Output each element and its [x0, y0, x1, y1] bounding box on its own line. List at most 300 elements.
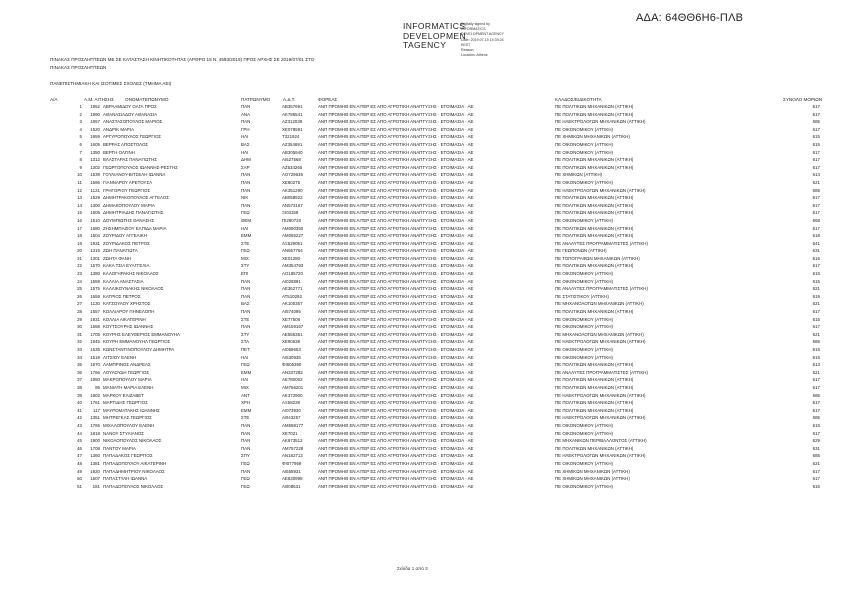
cell-points: 615: [812, 316, 820, 322]
cell-father: ΣΤΥ: [241, 331, 250, 337]
cell-name: ΛΑΜΠΡΙΝΟΣ ΑΝΔΡΕΑΣ: [103, 362, 151, 368]
cell-adt: ΑΤ510292: [282, 293, 302, 299]
cell-am: 1766: [90, 369, 100, 375]
cell-father: ΠΑΝ: [241, 445, 251, 451]
cell-am: 1381: [90, 460, 100, 466]
cell-points: 617: [812, 210, 820, 216]
cell-name: ΚΑΛΟΓΗΡΑΚΗΣ ΝΙΚΟΛΑΟΣ: [103, 271, 159, 277]
cell-adt: ΑΒ305940: [282, 149, 303, 155]
cell-foreas: ΑΝΠ ΠΡΟΜΗΘ ΕΝ ΑΙΤΕΡ ΕΣ ΑΠΟ ΑΓΡΟΤΙΚΗ ΑΝΑΠΤΥΞΗΣ · ΕΤΟΙΜΑΣΙΑ · ΑΕ: [318, 248, 474, 254]
cell-points: 621: [812, 179, 820, 185]
cell-father: ΓΕΩ: [241, 210, 250, 216]
cell-name: ΓΟΥΛΙΑΝΟΥ-ΒΙΤΣΕΛΗ ΙΩΑΝΝΑ: [103, 172, 166, 178]
cell-name: ΜΙΧΑΛΟΠΟΥΛΟΥ ΕΛΕΝΗ: [103, 422, 155, 428]
cell-foreas: ΑΝΠ ΠΡΟΜΗΘ ΕΝ ΑΙΤΕΡ ΕΣ ΑΠΟ ΑΓΡΟΤΙΚΗ ΑΝΑΠΤΥΞΗΣ · ΕΤΟΙΜΑΣΙΑ · ΑΕ: [318, 233, 474, 239]
cell-points: 621: [812, 460, 820, 466]
signature-details: [461, 22, 504, 58]
column-header-name: ΟΝΟΜΑΤΕΠΩΝΥΜΟ: [125, 97, 169, 102]
cell-name: ΔΟΥΜΠΙΩΤΗΣ ΘΑΝΑΣΗΣ: [103, 217, 155, 223]
cell-points: 617: [812, 407, 820, 413]
cell-am: 1121: [90, 187, 100, 193]
cell-specialty: ΠΕ ΜΗΧΑΝΟΛΟΓΩΝ ΜΗΧΑΝΙΚΩΝ (ΑΤΤΙΚΗ): [555, 301, 644, 307]
signature-detail-line: Digitally signed by: [461, 22, 490, 26]
cell-name: ΑΒΡΑΑΜΙΔΟΥ ΟΛΓΑ ΠΡΟΣ: [103, 104, 157, 109]
cell-father: ΠΑΝ: [241, 422, 251, 428]
cell-name: ΖΟΥΡΙΔΟΥ ΑΓΓΕΛΙΚΗ: [103, 233, 147, 239]
cell-aa: 36: [77, 369, 82, 375]
cell-specialty: ΠΕ ΟΙΚΟΝΟΜΙΚΟΥ (ΑΤΤΙΚΗ): [555, 430, 613, 436]
cell-father: ΣΠΥ: [241, 453, 250, 459]
cell-father: ΜΙΧ: [241, 384, 249, 390]
signature-name-line: TAGENCY: [403, 40, 447, 50]
cell-points: 617: [812, 468, 820, 474]
cell-points: 615: [812, 422, 820, 428]
cell-foreas: ΑΝΠ ΠΡΟΜΗΘ ΕΝ ΑΙΤΕΡ ΕΣ ΑΠΟ ΑΓΡΟΤΙΚΗ ΑΝΑΠΤΥΞΗΣ · ΕΤΟΙΜΑΣΙΑ · ΑΕ: [318, 286, 474, 292]
cell-aa: 2: [79, 111, 82, 117]
cell-adt: ΑΙ558931: [282, 468, 301, 474]
cell-foreas: ΑΝΠ ΠΡΟΜΗΘ ΕΝ ΑΙΤΕΡ ΕΣ ΑΠΟ ΑΓΡΟΤΙΚΗ ΑΝΑΠΤΥΞΗΣ · ΕΤΟΙΜΑΣΙΑ · ΑΕ: [318, 225, 474, 231]
cell-aa: 1: [79, 104, 82, 109]
document-subtitle: ΠΙΝΑΚΑΣ ΠΡΟΣΛΗΠΤΕΩΝ: [50, 65, 107, 70]
cell-name: ΓΕΩΡΓΟΠΟΥΛΟΣ ΙΩΑΝΝΗΣ-ΡΕΣΤΗΣ: [103, 164, 178, 170]
cell-specialty: ΠΕ ΓΕΩΠΟΝΩΝ (ΑΤΤΙΚΗ): [555, 248, 607, 254]
cell-foreas: ΑΝΠ ΠΡΟΜΗΘ ΕΝ ΑΙΤΕΡ ΕΣ ΑΠΟ ΑΓΡΟΤΙΚΗ ΑΝΑΠΤΥΞΗΣ · ΕΤΟΙΜΑΣΙΑ · ΑΕ: [318, 460, 474, 466]
cell-foreas: ΑΝΠ ΠΡΟΜΗΘ ΕΝ ΑΙΤΕΡ ΕΣ ΑΠΟ ΑΓΡΟΤΙΚΗ ΑΝΑΠΤΥΞΗΣ · ΕΤΟΙΜΑΣΙΑ · ΑΕ: [318, 157, 474, 163]
cell-points: 621: [812, 369, 820, 375]
table-row: [0, 331, 842, 339]
cell-foreas: ΑΝΠ ΠΡΟΜΗΘ ΕΝ ΑΙΤΕΡ ΕΣ ΑΠΟ ΑΓΡΟΤΙΚΗ ΑΝΑΠΤΥΞΗΣ · ΕΤΟΙΜΑΣΙΑ · ΑΕ: [318, 354, 474, 360]
cell-adt: ΑΜ065227: [282, 233, 304, 239]
table-row: [0, 445, 842, 453]
cell-father: ΓΕΩ: [241, 248, 250, 254]
cell-adt: ΑΟ185720: [282, 271, 303, 277]
cell-foreas: ΑΝΠ ΠΡΟΜΗΘ ΕΝ ΑΙΤΕΡ ΕΣ ΑΠΟ ΑΓΡΟΤΙΚΗ ΑΝΑΠΤΥΞΗΣ · ΕΤΟΙΜΑΣΙΑ · ΑΕ: [318, 407, 474, 413]
table-row: [0, 202, 842, 210]
cell-points: 615: [812, 278, 820, 284]
cell-name: ΓΡΗΓΟΡΙΟΥ ΓΕΩΡΓΙΟΣ: [103, 187, 151, 193]
digital-signature: [403, 21, 505, 58]
cell-foreas: ΑΝΠ ΠΡΟΜΗΘ ΕΝ ΑΙΤΕΡ ΕΣ ΑΠΟ ΑΓΡΟΤΙΚΗ ΑΝΑΠΤΥΞΗΣ · ΕΤΟΙΜΑΣΙΑ · ΑΕ: [318, 430, 474, 436]
cell-am: 1680: [90, 225, 100, 231]
table-row: [0, 164, 842, 172]
cell-name: ΚΑΤΣΟΥΛΟΥ ΧΡΗΣΤΟΣ: [103, 301, 151, 307]
signature-detail-line: DEVELOPMENT AGENCY: [461, 32, 505, 37]
cell-am: 1350: [90, 149, 100, 155]
cell-am: 1302: [90, 164, 100, 170]
column-header-aa: Α/Α: [50, 97, 58, 102]
cell-name: ΜΑΡΚΟΥ ΕΛΙΖΑΒΕΤ: [103, 392, 144, 398]
cell-foreas: ΑΝΠ ΠΡΟΜΗΘ ΕΝ ΑΙΤΕΡ ΕΣ ΑΠΟ ΑΓΡΟΤΙΚΗ ΑΝΑΠΤΥΞΗΣ · ΕΤΟΙΜΑΣΙΑ · ΑΕ: [318, 415, 474, 421]
cell-name: ΚΑΤΡΙΟΣ ΠΕΤΡΟΣ: [103, 293, 141, 299]
signature-name-line: DEVELOPMEN: [403, 30, 467, 41]
cell-aa: 38: [77, 384, 82, 390]
cell-am: 1902: [90, 392, 100, 398]
cell-aa: 41: [77, 407, 82, 413]
column-header-am: Α.Μ. ΑΙΤΗΣΗΣ: [84, 97, 114, 102]
cell-specialty: ΠΕ ΠΟΛΙΤΙΚΩΝ ΜΗΧΑΝΙΚΩΝ (ΑΤΤΙΚΗ): [555, 111, 634, 117]
cell-points: 685: [812, 453, 820, 459]
cell-am: 1559: [90, 278, 100, 284]
cell-name: ΛΟΥΛΟΥΔΗ ΓΕΩΡΓΙΟΣ: [103, 369, 150, 375]
cell-adt: ΑΝ182713: [282, 453, 303, 459]
cell-aa: 17: [77, 225, 82, 231]
cell-name: ΚΟΛΛΙΑ ΑΙΚΑΤΕΡΙΝΗ: [103, 316, 146, 322]
signature-detail-line: Reason:: [461, 48, 475, 53]
cell-name: ΝΑΝΟΥ ΣΤΥΛΙΑΝΟΣ: [103, 430, 144, 436]
cell-adt: ΑΚ372900: [282, 392, 303, 398]
table-row: [0, 247, 842, 255]
cell-name: ΓΙΑΝΝΑΡΟΥ ΑΡΕΤΟΥΣΑ: [103, 179, 153, 185]
cell-name: ΚΑΛΛΙΚΟΥΝΑΚΗΣ ΝΙΚΟΛΑΟΣ: [103, 286, 164, 292]
cell-name: ΜΑΚΡΟΠΟΥΛΟΥ ΜΑΡΙΑ: [103, 377, 152, 383]
cell-points: 641: [812, 240, 820, 246]
cell-father: ΠΑΝ: [241, 119, 251, 125]
cell-adt: ΑΕ780002: [282, 377, 303, 383]
cell-name: ΔΗΜΗΤΡΑΚΟΠΟΥΛΟΣ ΑΓΓΕΛΟΣ: [103, 195, 170, 201]
cell-points: 617: [812, 476, 820, 482]
signature-detail-line: EEST: [461, 42, 471, 47]
cell-aa: 13: [77, 195, 82, 201]
cell-specialty: ΠΕ ΠΟΛΙΤΙΚΩΝ ΜΗΧΑΝΙΚΩΝ (ΑΤΤΙΚΗ): [555, 225, 634, 231]
cell-points: 685: [812, 392, 820, 398]
cell-aa: 28: [77, 309, 82, 315]
cell-adt: ΑΚ351290: [282, 187, 303, 193]
cell-foreas: ΑΝΠ ΠΡΟΜΗΘ ΕΝ ΑΙΤΕΡ ΕΣ ΑΠΟ ΑΓΡΟΤΙΚΗ ΑΝΑΠΤΥΞΗΣ · ΕΤΟΙΜΑΣΙΑ · ΑΕ: [318, 278, 474, 284]
cell-father: ΠΑΝ: [241, 430, 251, 436]
cell-aa: 25: [77, 286, 82, 292]
column-header-foreas: ΦΟΡΕΑΣ: [318, 97, 338, 102]
cell-adt: ΧΕ90638: [282, 339, 301, 345]
cell-adt: ΠΙ290720: [282, 217, 302, 223]
cell-aa: 22: [77, 263, 82, 269]
table-row: [0, 384, 842, 392]
cell-name: ΜΑΡΤΙΔΗΣ ΓΕΩΡΓΙΟΣ: [103, 400, 148, 406]
cell-adt: ΑΝ337282: [282, 369, 303, 375]
cell-points: 617: [812, 195, 820, 201]
signature-name: [403, 22, 466, 51]
cell-adt: ΧΕ01280: [282, 255, 301, 261]
cell-specialty: ΠΕ ΠΟΛΙΤΙΚΩΝ ΜΗΧΑΝΙΚΩΝ (ΑΤΤΙΚΗ): [555, 362, 634, 368]
cell-am: 181: [92, 483, 100, 489]
cell-am: 1990: [90, 111, 100, 117]
cell-adt: ΑΙ028891: [282, 278, 301, 284]
cell-am: 1931: [90, 316, 100, 322]
cell-aa: 49: [77, 468, 82, 474]
table-row: [0, 187, 842, 195]
table-row: [0, 369, 842, 377]
cell-father: ΣΤΕ: [241, 240, 250, 246]
cell-specialty: ΠΕ ΟΙΚΟΝΟΜΙΚΟΥ (ΑΤΤΙΚΗ): [555, 217, 613, 223]
table-row: [0, 133, 842, 141]
cell-father: ΣΤΥ: [241, 263, 250, 269]
cell-name: ΖΗΣΗΜΠΑΖΙΟΥ ΕΛΠΙΔΑ ΜΑΡΙΑ: [103, 225, 167, 231]
cell-am: 117: [93, 407, 100, 413]
cell-adt: ΑΟ729635: [282, 172, 303, 178]
cell-aa: 45: [77, 438, 82, 444]
cell-points: 614: [812, 172, 820, 178]
cell-aa: 48: [77, 460, 82, 466]
cell-foreas: ΑΝΠ ΠΡΟΜΗΘ ΕΝ ΑΙΤΕΡ ΕΣ ΑΠΟ ΑΓΡΟΤΙΚΗ ΑΝΑΠΤΥΞΗΣ · ΕΤΟΙΜΑΣΙΑ · ΑΕ: [318, 324, 474, 330]
cell-aa: 24: [77, 278, 82, 284]
cell-am: 1957: [90, 119, 100, 125]
cell-specialty: ΠΕ ΧΗΜΙΚΩΝ (ΑΤΤΙΚΗ): [555, 172, 603, 178]
cell-adt: ΑΘ43257: [282, 415, 301, 421]
cell-aa: 29: [77, 316, 82, 322]
cell-name: ΖΩΗ ΠΑΝΑΓΙΩΤΑ: [103, 248, 138, 254]
cell-am: 1950: [90, 377, 100, 383]
cell-points: 617: [812, 164, 820, 170]
cell-specialty: ΠΕ ΧΗΜΙΚΩΝ ΜΗΧΑΝΙΚΩΝ (ΑΤΤΙΚΗ): [555, 134, 630, 140]
cell-specialty: ΠΕ ΗΛΕΚΤΡΟΛΟΓΩΝ ΜΗΧΑΝΙΚΩΝ (ΑΤΤΙΚΗ): [555, 119, 646, 125]
cell-points: 615: [812, 141, 820, 147]
cell-adt: ΑΘ08531: [282, 483, 301, 489]
signature-name-line: INFORMATICS: [403, 21, 466, 31]
cell-specialty: ΠΕ ΠΟΛΙΤΙΚΩΝ ΜΗΧΑΝΙΚΩΝ (ΑΤΤΙΚΗ): [555, 164, 634, 170]
cell-am: 1605: [90, 141, 100, 147]
cell-points: 685: [812, 187, 820, 193]
cell-father: ΑΝΑ: [241, 111, 251, 117]
cell-aa: 50: [77, 476, 82, 482]
cell-points: 615: [812, 134, 820, 140]
cell-am: 1557: [90, 309, 100, 315]
table-row: [0, 452, 842, 460]
cell-am: 1539: [90, 172, 100, 178]
cell-aa: 31: [77, 331, 82, 337]
page-number: Σελίδα 1 από 3: [397, 566, 428, 571]
cell-name: ΠΑΝΤΟΥ ΜΑΡΙΑ: [103, 445, 136, 451]
cell-aa: 35: [77, 362, 82, 368]
cell-adt: ΑΝ567764: [282, 248, 303, 254]
cell-father: ΣΤΕ: [241, 415, 250, 421]
cell-am: 1708: [90, 445, 100, 451]
table-row: [0, 399, 842, 407]
cell-foreas: ΑΝΠ ΠΡΟΜΗΘ ΕΝ ΑΙΤΕΡ ΕΣ ΑΠΟ ΑΓΡΟΤΙΚΗ ΑΝΑΠΤΥΞΗΣ · ΕΤΟΙΜΑΣΙΑ · ΑΕ: [318, 468, 474, 474]
cell-foreas: ΑΝΠ ΠΡΟΜΗΘ ΕΝ ΑΙΤΕΡ ΕΣ ΑΠΟ ΑΓΡΟΤΙΚΗ ΑΝΑΠΤΥΞΗΣ · ΕΤΟΙΜΑΣΙΑ · ΑΕ: [318, 149, 474, 155]
cell-aa: 5: [79, 134, 82, 140]
table-row: [0, 149, 842, 157]
cell-am: 1300: [90, 202, 100, 208]
cell-am: 1959: [90, 134, 100, 140]
cell-aa: 37: [77, 377, 82, 383]
cell-specialty: ΠΕ ΑΝΑΛΥΤΕΣ ΠΡΟΓΡΑΜΜΑΤΙΣΤΕΣ (ΑΤΤΙΚΗ): [555, 240, 648, 246]
table-row: [0, 422, 842, 430]
table-row: [0, 437, 842, 445]
table-row: [0, 103, 842, 111]
table-row: [0, 225, 842, 233]
cell-foreas: ΑΝΠ ΠΡΟΜΗΘ ΕΝ ΑΙΤΕΡ ΕΣ ΑΠΟ ΑΓΡΟΤΙΚΗ ΑΝΑΠΤΥΞΗΣ · ΕΤΟΙΜΑΣΙΑ · ΑΕ: [318, 134, 474, 140]
cell-am: 1761: [90, 400, 100, 406]
cell-father: ΠΑΝ: [241, 278, 251, 284]
cell-father: ΕΜΜ: [241, 233, 252, 239]
cell-specialty: ΠΕ ΟΙΚΟΝΟΜΙΚΟΥ (ΑΤΤΙΚΗ): [555, 141, 613, 147]
cell-adt: ΑΚ100357: [282, 301, 303, 307]
cell-father: ΠΑΝ: [241, 293, 251, 299]
cell-specialty: ΠΕ ΜΗΧΑΝΙΚΩΝ ΠΕΡΙΒΑΛΛΟΝΤΟΣ (ΑΤΤΙΚΗ): [555, 438, 647, 444]
cell-father: ΜΙΧ: [241, 255, 249, 261]
cell-aa: 10: [77, 172, 82, 178]
cell-name: ΚΟΥΡΗ ΕΜΜΑΝΟΥΗΛ ΓΕΩΡΓΙΟΣ: [103, 339, 171, 345]
table-row: [0, 126, 842, 134]
cell-foreas: ΑΝΠ ΠΡΟΜΗΘ ΕΝ ΑΙΤΕΡ ΕΣ ΑΠΟ ΑΓΡΟΤΙΚΗ ΑΝΑΠΤΥΞΗΣ · ΕΤΟΙΜΑΣΙΑ · ΑΕ: [318, 301, 474, 307]
cell-name: ΠΑΠΑΔΟΠΟΥΛΟΣ ΝΙΚΟΛΑΟΣ: [103, 483, 164, 489]
cell-am: 1315: [90, 248, 100, 254]
cell-specialty: ΠΕ ΠΟΛΙΤΙΚΩΝ ΜΗΧΑΝΙΚΩΝ (ΑΤΤΙΚΗ): [555, 157, 634, 163]
cell-aa: 18: [77, 233, 82, 239]
table-row: [0, 392, 842, 400]
cell-am: 1705: [90, 331, 100, 337]
cell-father: ΠΕΤ: [241, 347, 250, 352]
cell-father: ΓΕΩ: [241, 476, 250, 482]
cell-adt: ΑΙ059653: [282, 347, 301, 352]
cell-aa: 20: [77, 248, 82, 254]
cell-specialty: ΠΕ ΠΟΛΙΤΙΚΩΝ ΜΗΧΑΝΙΚΩΝ (ΑΤΤΙΚΗ): [555, 445, 634, 451]
cell-am: 1507: [90, 476, 100, 482]
cell-points: 618: [812, 233, 820, 239]
cell-name: ΠΑΠΑΣΤΥΛΗ ΙΩΑΝΝΑ: [103, 476, 148, 482]
cell-father: ΓΕΩ: [241, 362, 250, 368]
cell-foreas: ΑΝΠ ΠΡΟΜΗΘ ΕΝ ΑΙΤΕΡ ΕΣ ΑΠΟ ΑΓΡΟΤΙΚΗ ΑΝΑΠΤΥΞΗΣ · ΕΤΟΙΜΑΣΙΑ · ΑΕ: [318, 111, 474, 117]
cell-specialty: ΠΕ ΠΟΛΙΤΙΚΩΝ ΜΗΧΑΝΙΚΩΝ (ΑΤΤΙΚΗ): [555, 233, 634, 239]
cell-name: ΝΙΚΟΛΟΠΟΥΛΟΣ ΝΙΚΟΛΑΟΣ: [103, 438, 162, 444]
column-header-adt: Α.Δ.Τ.: [283, 97, 296, 102]
cell-adt: ΑΚ673512: [282, 438, 303, 444]
cell-father: ΠΑΝ: [241, 202, 251, 208]
cell-father: ΗΛΙ: [241, 377, 249, 383]
cell-foreas: ΑΝΠ ΠΡΟΜΗΘ ΕΝ ΑΙΤΕΡ ΕΣ ΑΠΟ ΑΓΡΟΤΙΚΗ ΑΝΑΠΤΥΞΗΣ · ΕΤΟΙΜΑΣΙΑ · ΑΕ: [318, 362, 474, 368]
table-row: [0, 300, 842, 308]
cell-specialty: ΠΕ ΠΟΛΙΤΙΚΩΝ ΜΗΧΑΝΙΚΩΝ (ΑΤΤΙΚΗ): [555, 309, 634, 315]
cell-points: 617: [812, 225, 820, 231]
cell-foreas: ΑΝΠ ΠΡΟΜΗΘ ΕΝ ΑΙΤΕΡ ΕΣ ΑΠΟ ΑΓΡΟΤΙΚΗ ΑΝΑΠΤΥΞΗΣ · ΕΤΟΙΜΑΣΙΑ · ΑΕ: [318, 445, 474, 451]
table-row: [0, 414, 842, 422]
cell-points: 668: [812, 217, 820, 223]
cell-adt: ΑΖ354691: [282, 141, 303, 147]
table-row: [0, 475, 842, 483]
cell-specialty: ΠΕ ΟΙΚΟΝΟΜΙΚΟΥ (ΑΤΤΙΚΗ): [555, 460, 613, 466]
cell-foreas: ΑΝΠ ΠΡΟΜΗΘ ΕΝ ΑΙΤΕΡ ΕΣ ΑΠΟ ΑΓΡΟΤΙΚΗ ΑΝΑΠΤΥΞΗΣ · ΕΤΟΙΜΑΣΙΑ · ΑΕ: [318, 400, 474, 406]
cell-father: ΗΛΙ: [241, 149, 249, 155]
cell-aa: 30: [77, 324, 82, 330]
cell-aa: 51: [77, 483, 82, 489]
cell-foreas: ΑΝΠ ΠΡΟΜΗΘ ΕΝ ΑΙΤΕΡ ΕΣ ΑΠΟ ΑΓΡΟΤΙΚΗ ΑΝΑΠΤΥΞΗΣ · ΕΤΟΙΜΑΣΙΑ · ΑΕ: [318, 271, 474, 277]
cell-foreas: ΑΝΠ ΠΡΟΜΗΘ ΕΝ ΑΙΤΕΡ ΕΣ ΑΠΟ ΑΓΡΟΤΙΚΗ ΑΝΑΠΤΥΞΗΣ · ΕΤΟΙΜΑΣΙΑ · ΑΕ: [318, 392, 474, 398]
cell-specialty: ΠΕ ΗΛΕΚΤΡΟΛΟΓΩΝ ΜΗΧΑΝΙΚΩΝ (ΑΤΤΙΚΗ): [555, 392, 646, 398]
table-row: [0, 240, 842, 248]
cell-points: 685: [812, 415, 820, 421]
cell-name: ΜΑΥΡΟΜΑΤΑΚΗΣ ΙΩΑΝΝΗΣ: [103, 407, 160, 413]
cell-am: 1570: [90, 263, 100, 269]
table-row: [0, 354, 842, 362]
cell-name: ΑΝΑΣΤΑΣΟΠΟΥΛΟΣ ΜΑΡΙΟΣ: [103, 119, 163, 125]
cell-father: ΗΛΙ: [241, 134, 249, 140]
cell-points: 685: [812, 119, 820, 125]
cell-am: 1931: [90, 240, 100, 246]
cell-father: ΒΑΣ: [241, 301, 250, 307]
cell-specialty: ΠΕ ΟΙΚΟΝΟΜΙΚΟΥ (ΑΤΤΙΚΗ): [555, 483, 613, 489]
cell-points: 617: [812, 430, 820, 436]
cell-foreas: ΑΝΠ ΠΡΟΜΗΘ ΕΝ ΑΙΤΕΡ ΕΣ ΑΠΟ ΑΓΡΟΤΙΚΗ ΑΝΑΠΤΥΞΗΣ · ΕΤΟΙΜΑΣΙΑ · ΑΕ: [318, 316, 474, 322]
cell-am: 1380: [90, 271, 100, 277]
cell-father: ΠΑΝ: [241, 438, 251, 444]
cell-father: ΠΑΝ: [241, 187, 251, 193]
table-row: [0, 323, 842, 331]
table-row: [0, 232, 842, 240]
cell-foreas: ΑΝΠ ΠΡΟΜΗΘ ΕΝ ΑΙΤΕΡ ΕΣ ΑΠΟ ΑΓΡΟΤΙΚΗ ΑΝΑΠΤΥΞΗΣ · ΕΤΟΙΜΑΣΙΑ · ΑΕ: [318, 422, 474, 428]
cell-name: ΒΛΑΣΤΑΡΑΣ ΠΑΝΑΓΙΩΤΗΣ: [103, 157, 157, 163]
cell-specialty: ΠΕ ΧΗΜΙΚΩΝ ΜΗΧΑΝΙΚΩΝ (ΑΤΤΙΚΗ): [555, 468, 630, 474]
cell-specialty: ΠΕ ΠΟΛΙΤΙΚΩΝ ΜΗΧΑΝΙΚΩΝ (ΑΤΤΙΚΗ): [555, 384, 634, 390]
cell-adt: ΑΜ756201: [282, 384, 304, 390]
cell-aa: 11: [77, 179, 82, 185]
cell-am: 1519: [90, 354, 100, 360]
cell-aa: 39: [77, 392, 82, 398]
cell-specialty: ΠΕ ΠΟΛΙΤΙΚΩΝ ΜΗΧΑΝΙΚΩΝ (ΑΤΤΙΚΗ): [555, 104, 634, 109]
cell-aa: 4: [79, 126, 82, 132]
cell-specialty: ΠΕ ΑΝΑΛΥΤΕΣ ΠΡΟΓΡΑΜΜΑΤΙΣΤΕΣ (ΑΤΤΙΚΗ): [555, 286, 648, 292]
cell-points: 617: [812, 126, 820, 132]
cell-father: ΕΜΜ: [241, 369, 252, 375]
cell-aa: 27: [77, 301, 82, 307]
cell-am: 1510: [90, 217, 100, 223]
cell-father: ΧΡΗ: [241, 400, 251, 406]
cell-foreas: ΑΝΠ ΠΡΟΜΗΘ ΕΝ ΑΙΤΕΡ ΕΣ ΑΠΟ ΑΓΡΟΤΙΚΗ ΑΝΑΠΤΥΞΗΣ · ΕΤΟΙΜΑΣΙΑ · ΑΕ: [318, 240, 474, 246]
cell-specialty: ΠΕ ΠΟΛΙΤΙΚΩΝ ΜΗΧΑΝΙΚΩΝ (ΑΤΤΙΚΗ): [555, 195, 634, 201]
cell-name: ΜΑΝΙΑΤΗ ΜΑΡΙΑ ΕΛΕΝΗ: [103, 384, 154, 390]
cell-am: 1312: [90, 157, 100, 163]
cell-specialty: ΠΕ ΟΙΚΟΝΟΜΙΚΟΥ (ΑΤΤΙΚΗ): [555, 126, 613, 132]
cell-name: ΚΑΛΛΙΑ ΑΝΑΣΤΑΣΙΑ: [103, 278, 144, 284]
cell-foreas: ΑΝΠ ΠΡΟΜΗΘ ΕΝ ΑΙΤΕΡ ΕΣ ΑΠΟ ΑΓΡΟΤΙΚΗ ΑΝΑΠΤΥΞΗΣ · ΕΤΟΙΜΑΣΙΑ · ΑΕ: [318, 263, 474, 269]
cell-points: 631: [812, 248, 820, 254]
cell-father: ΓΕΩ: [241, 483, 250, 489]
cell-name: ΑΡΓΥΡΟΠΟΥΛΟΣ ΓΕΩΡΓΙΟΣ: [103, 134, 162, 140]
cell-am: 1504: [90, 233, 100, 239]
cell-specialty: ΠΕ ΗΛΕΚΤΡΟΛΟΓΩΝ ΜΗΧΑΝΙΚΩΝ (ΑΤΤΙΚΗ): [555, 415, 646, 421]
cell-adt: ΑΝ573167: [282, 202, 303, 208]
cell-adt: ΧΕ7021: [282, 430, 298, 436]
cell-name: ΚΑΚΑ ΤΣΙΑ ΕΥΑΓΓΕΛΙΑ: [103, 263, 150, 269]
cell-adt: ΦΙ605390: [282, 362, 302, 368]
cell-specialty: ΠΕ ΗΛΕΚΤΡΟΛΟΓΩΝ ΜΗΧΑΝΙΚΩΝ (ΑΤΤΙΚΗ): [555, 453, 646, 459]
column-header-points: ΣΥΝΟΛΟ ΜΟΡΙΩΝ: [783, 97, 823, 102]
cell-points: 617: [812, 149, 820, 155]
cell-specialty: ΠΕ ΟΙΚΟΝΟΜΙΚΟΥ (ΑΤΤΙΚΗ): [555, 422, 613, 428]
cell-adt: ΑΜ757228: [282, 445, 304, 451]
column-header-specialty: ΚΛΑΔΟΣ/ΕΙΔΙΚΟΤΗΤΑ: [555, 97, 602, 102]
cell-foreas: ΑΝΠ ΠΡΟΜΗΘ ΕΝ ΑΙΤΕΡ ΕΣ ΑΠΟ ΑΓΡΟΤΙΚΗ ΑΝΑΠΤΥΞΗΣ · ΕΤΟΙΜΑΣΙΑ · ΑΕ: [318, 453, 474, 459]
cell-points: 631: [812, 445, 820, 451]
cell-father: ΠΑΝ: [241, 172, 251, 178]
cell-foreas: ΑΝΠ ΠΡΟΜΗΘ ΕΝ ΑΙΤΕΡ ΕΣ ΑΠΟ ΑΓΡΟΤΙΚΗ ΑΝΑΠΤΥΞΗΣ · ΕΤΟΙΜΑΣΙΑ · ΑΕ: [318, 202, 474, 208]
table-row: [0, 483, 842, 491]
cell-adt: ΑΙ527568: [282, 157, 301, 163]
cell-am: 1970: [90, 362, 100, 368]
table-row: [0, 338, 842, 346]
signature-detail-line: Location: Athens: [461, 53, 488, 58]
cell-adt: ΧΕ078591: [282, 126, 303, 132]
cell-am: 1596: [90, 179, 100, 185]
cell-points: 617: [812, 384, 820, 390]
cell-father: ΘΕΜ: [241, 217, 252, 223]
cell-father: ΔΗΜ: [241, 157, 251, 163]
cell-specialty: ΠΕ ΠΟΛΙΤΙΚΩΝ ΜΗΧΑΝΙΚΩΝ (ΑΤΤΙΚΗ): [555, 407, 634, 413]
table-row: [0, 179, 842, 187]
cell-name: ΑΝΔΡΙΚ ΜΑΡΙΑ: [103, 126, 134, 132]
cell-points: 613: [812, 362, 820, 368]
cell-specialty: ΠΕ ΟΙΚΟΝΟΜΙΚΟΥ (ΑΤΤΙΚΗ): [555, 179, 613, 185]
cell-adt: ΑΜ354793: [282, 263, 304, 269]
cell-points: 615: [812, 354, 820, 360]
